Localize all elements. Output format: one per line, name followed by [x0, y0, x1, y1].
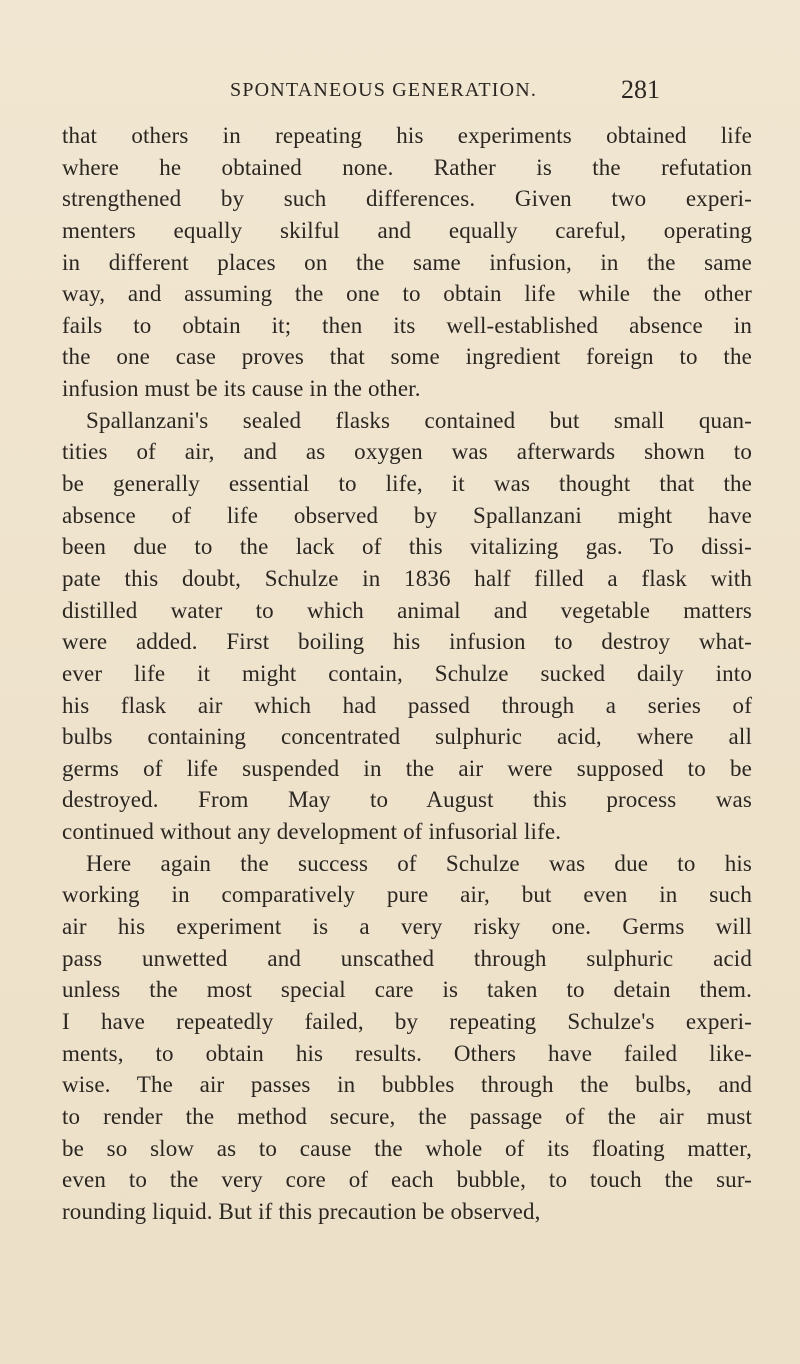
text-line: in different places on the same infusion, in the same: [62, 249, 752, 275]
text-line: strengthened by such differences. Given two experi-: [62, 186, 752, 212]
text-line: working in comparatively pure air, but even in such: [62, 882, 752, 908]
text-line: air his experiment is a very risky one. Germs will: [62, 914, 752, 940]
text-line: continued without any development of infusorial life.: [62, 819, 562, 845]
text-line: menters equally skilful and equally careful, operating: [62, 217, 752, 243]
text-line: that others in repeating his experiments obtained life: [62, 123, 752, 148]
text-line: where he obtained none. Rather is the refutation: [62, 154, 752, 180]
text-line: his flask air which had passed through a series of: [62, 692, 752, 718]
paragraph-start-line: Spallanzani's sealed flasks contained but small quan-: [86, 407, 752, 433]
text-line: been due to the lack of this vitalizing gas. To dissi-: [62, 534, 752, 560]
text-line: fails to obtain it; then its well-established absence in: [62, 312, 752, 338]
text-line: be so slow as to cause the whole of its floating matter,: [62, 1135, 752, 1161]
text-line: rounding liquid. But if this precaution be observed,: [62, 1198, 541, 1224]
text-line: way, and assuming the one to obtain life while the other: [62, 281, 752, 307]
text-line: be generally essential to life, it was thought that the: [62, 471, 752, 497]
text-line: ever life it might contain, Schulze sucked daily into: [62, 660, 752, 686]
paragraph-start-line: Here again the success of Schulze was due to his: [86, 850, 752, 876]
text-line: pass unwetted and unscathed through sulphuric acid: [62, 945, 752, 971]
text-line: destroyed. From May to August this process was: [62, 787, 752, 813]
text-line: ments, to obtain his results. Others have failed like-: [62, 1040, 752, 1066]
text-line: tities of air, and as oxygen was afterwards shown to: [62, 439, 752, 465]
text-line: distilled water to which animal and vegetable matters: [62, 597, 752, 623]
running-title: SPONTANEOUS GENERATION.: [230, 79, 538, 101]
text-line: pate this doubt, Schulze in 1836 half filled a flask with: [62, 565, 752, 591]
text-line: infusion must be its cause in the other.: [62, 376, 421, 402]
text-line: absence of life observed by Spallanzani might have: [62, 502, 752, 528]
text-line: to render the method secure, the passage of the air must: [62, 1103, 752, 1129]
page-number: 281: [621, 75, 660, 104]
text-line: I have repeatedly failed, by repeating Schulze's experi-: [62, 1008, 752, 1034]
text-line: bulbs containing concentrated sulphuric acid, where all: [62, 724, 752, 750]
text-line: germs of life suspended in the air were supposed to be: [62, 755, 752, 781]
text-line: unless the most special care is taken to detain them.: [62, 977, 752, 1003]
text-line: even to the very core of each bubble, to touch the sur-: [62, 1167, 752, 1193]
body-text: [62, 120, 752, 1227]
text-line: the one case proves that some ingredient foreign to the: [62, 344, 752, 370]
text-line: wise. The air passes in bubbles through the bulbs, and: [62, 1072, 752, 1098]
running-head: [230, 75, 660, 107]
text-line: were added. First boiling his infusion to destroy what-: [62, 629, 752, 655]
